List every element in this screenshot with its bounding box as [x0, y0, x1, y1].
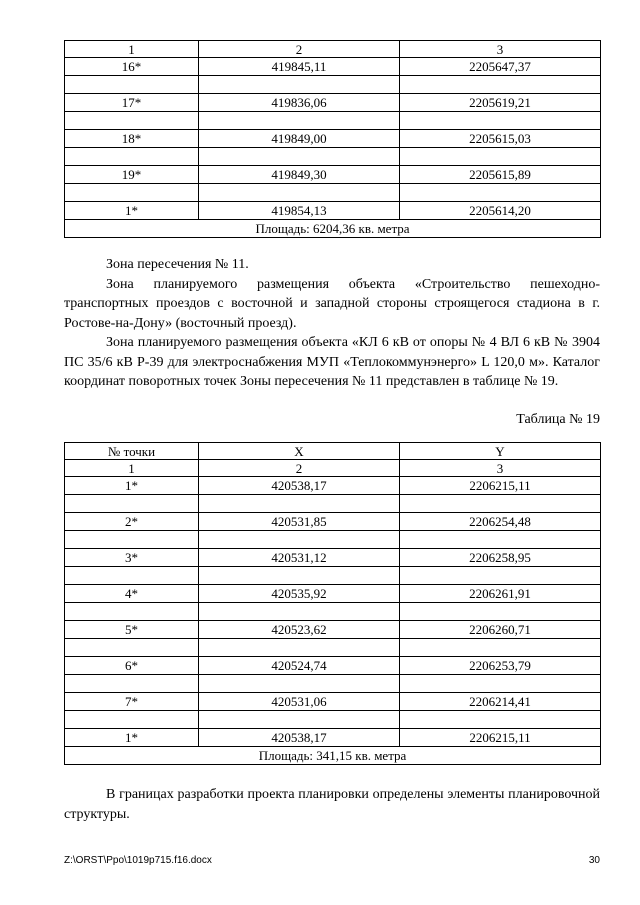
- x-cell: 419854,13: [199, 202, 400, 220]
- point-cell: 18*: [65, 130, 199, 148]
- spacer-row: [65, 76, 601, 94]
- point-cell: 5*: [65, 621, 199, 639]
- table-row: [65, 585, 601, 603]
- x-cell: 419849,00: [199, 130, 400, 148]
- area-cell: Площадь: 6204,36 кв. метра: [65, 220, 601, 238]
- x-cell: 420524,74: [199, 657, 400, 675]
- closing-text: [64, 785, 600, 824]
- coordinates-table-18: [64, 40, 601, 238]
- table-row: [65, 166, 601, 184]
- header-cell: 3: [400, 41, 601, 58]
- point-cell: 19*: [65, 166, 199, 184]
- spacer-row: [65, 112, 601, 130]
- y-cell: 2205615,89: [400, 166, 601, 184]
- point-cell: 1*: [65, 477, 199, 495]
- table-row: [65, 477, 601, 495]
- point-cell: 6*: [65, 657, 199, 675]
- header-cell: 1: [65, 460, 199, 477]
- y-cell: 2205615,03: [400, 130, 601, 148]
- spacer-row: [65, 675, 601, 693]
- spacer-row: [65, 567, 601, 585]
- table-row: [65, 130, 601, 148]
- table-header-row: [65, 41, 601, 58]
- y-cell: 2206260,71: [400, 621, 601, 639]
- spacer-row: [65, 711, 601, 729]
- table-row: [65, 549, 601, 567]
- coordinates-table-19: [64, 442, 601, 765]
- point-cell: 3*: [65, 549, 199, 567]
- spacer-row: [65, 495, 601, 513]
- point-cell: 17*: [65, 94, 199, 112]
- point-cell: 4*: [65, 585, 199, 603]
- y-cell: 2206261,91: [400, 585, 601, 603]
- x-cell: 419849,30: [199, 166, 400, 184]
- table-row: [65, 513, 601, 531]
- table-row: [65, 729, 601, 747]
- file-path: Z:\ORST\Ppo\1019p715.f16.docx: [64, 855, 212, 866]
- x-cell: 420538,17: [199, 729, 400, 747]
- table-row: [65, 621, 601, 639]
- header-cell: 3: [400, 460, 601, 477]
- spacer-row: [65, 184, 601, 202]
- point-cell: 2*: [65, 513, 199, 531]
- y-cell: 2206254,48: [400, 513, 601, 531]
- point-cell: 1*: [65, 729, 199, 747]
- spacer-row: [65, 148, 601, 166]
- point-cell: 16*: [65, 58, 199, 76]
- table-row: [65, 94, 601, 112]
- point-cell: 7*: [65, 693, 199, 711]
- table-row: [65, 202, 601, 220]
- zone-heading: Зона пересечения № 11.: [106, 257, 249, 272]
- y-cell: 2206215,11: [400, 729, 601, 747]
- header-cell: 1: [65, 41, 199, 58]
- y-cell: 2206253,79: [400, 657, 601, 675]
- column-title-y: Y: [400, 443, 601, 460]
- y-cell: 2205619,21: [400, 94, 601, 112]
- area-row: [65, 747, 601, 765]
- spacer-row: [65, 639, 601, 657]
- column-title-point: № точки: [65, 443, 199, 460]
- column-title-x: X: [199, 443, 400, 460]
- paragraph: Зона планируемого размещения объекта «Строительство пешеходно-транспортных проездов с восточной и западной стороны строящегося стадиона в г. Ростове-на-Дону» (восточный проезд).: [64, 276, 600, 331]
- x-cell: 420531,06: [199, 693, 400, 711]
- x-cell: 419845,11: [199, 58, 400, 76]
- point-cell: 1*: [65, 202, 199, 220]
- y-cell: 2206215,11: [400, 477, 601, 495]
- paragraph: В границах разработки проекта планировки определены элементы планировочной структуры.: [64, 787, 600, 822]
- x-cell: 420531,12: [199, 549, 400, 567]
- x-cell: 420535,92: [199, 585, 400, 603]
- spacer-row: [65, 531, 601, 549]
- table-caption: Таблица № 19: [516, 412, 600, 427]
- area-cell: Площадь: 341,15 кв. метра: [65, 747, 601, 765]
- x-cell: 420538,17: [199, 477, 400, 495]
- x-cell: 420523,62: [199, 621, 400, 639]
- paragraph: Зона планируемого размещения объекта «КЛ 6 кВ от опоры № 4 ВЛ 6 кВ № 3904 ПС 35/6 кВ Р-39 для электроснабжения МУП «Теплокоммунэнерго» L 120,0 м». Каталог координат поворотных точек Зоны пересечения № 11 представлен в таблице № 19.: [64, 335, 600, 389]
- table-row: [65, 58, 601, 76]
- page-number: 30: [588, 855, 600, 866]
- table-row: [65, 693, 601, 711]
- y-cell: 2205647,37: [400, 58, 601, 76]
- x-cell: 420531,85: [199, 513, 400, 531]
- table-header-row: [65, 460, 601, 477]
- column-title-row: [65, 443, 601, 460]
- zone-description: [64, 255, 600, 392]
- header-cell: 2: [199, 460, 400, 477]
- y-cell: 2205614,20: [400, 202, 601, 220]
- y-cell: 2206214,41: [400, 693, 601, 711]
- header-cell: 2: [199, 41, 400, 58]
- spacer-row: [65, 603, 601, 621]
- y-cell: 2206258,95: [400, 549, 601, 567]
- area-row: [65, 220, 601, 238]
- table-row: [65, 657, 601, 675]
- x-cell: 419836,06: [199, 94, 400, 112]
